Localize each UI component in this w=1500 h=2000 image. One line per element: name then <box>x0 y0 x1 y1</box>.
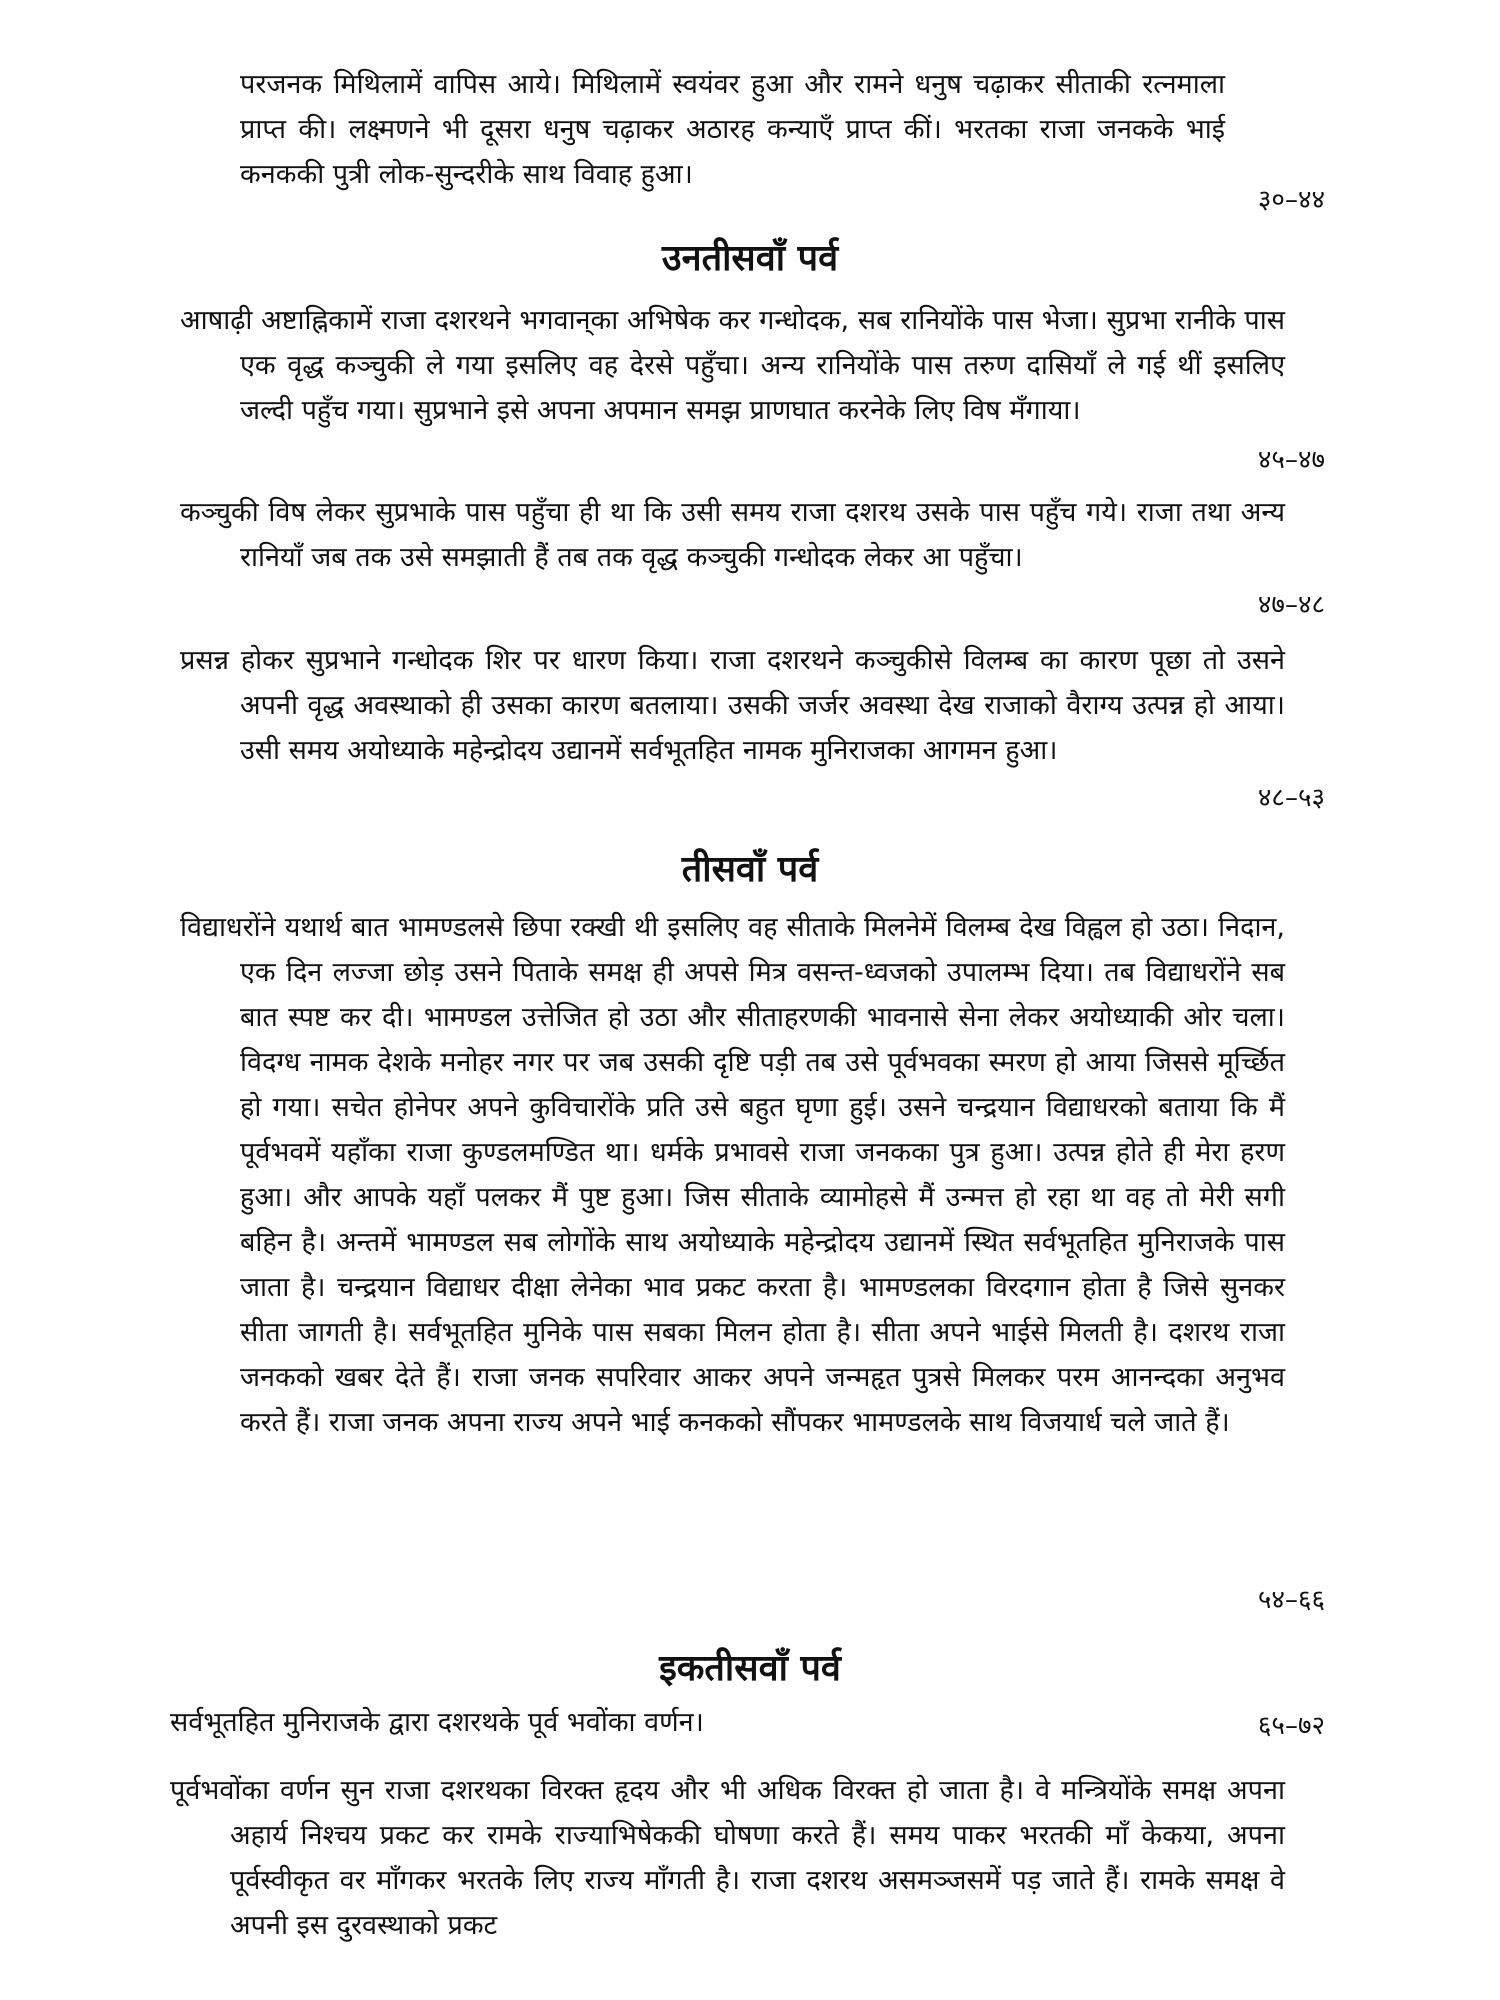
chapter-heading: इकतीसवाँ पर्व <box>659 1648 841 1689</box>
chapter-heading: तीसवाँ पर्व <box>681 849 819 890</box>
verse-range: ३०–४४ <box>1257 185 1325 215</box>
summary-paragraph: पूर्वभवोंका वर्णन सुन राजा दशरथका विरक्त हृदय और भी अधिक विरक्त हो जाता है। वे मन्त्रियोंके समक्ष अपना अहार्य निश्चय प्रकट कर रामके राज्याभिषेककी घोषणा करते हैं। समय पाकर भरतकी माँ केकया, अपना पूर्वस्वीकृत वर माँगकर भरतके लिए राज्य माँगती है। राजा दशरथ असमञ्जसमें पड़ जाते हैं। रामके समक्ष वे अपनी इस दुरवस्थाको प्रकट <box>170 1775 1285 1941</box>
summary-paragraph: प्रसन्न होकर सुप्रभाने गन्धोदक शिर पर धारण किया। राजा दशरथने कञ्चुकीसे विलम्ब का कारण पूछा तो उसने अपनी वृद्ध अवस्थाको ही उसका कारण बतलाया। उसकी जर्जर अवस्था देख राजाको वैराग्य उत्पन्न हो आया। उसी समय अयोध्याके महेन्द्रोदय उद्यानमें सर्वभूतहित नामक मुनिराजका आगमन हुआ। <box>180 645 1285 766</box>
verse-range: ४५–४७ <box>1257 445 1325 475</box>
summary-paragraph: कञ्चुकी विष लेकर सुप्रभाके पास पहुँचा ही था कि उसी समय राजा दशरथ उसके पास पहुँच गये। राजा तथा अन्य रानियाँ जब तक उसे समझाती हैं तब तक वृद्ध कञ्चुकी गन्धोदक लेकर आ पहुँचा। <box>180 497 1285 573</box>
summary-paragraph: विद्याधरोंने यथार्थ बात भामण्डलसे छिपा रक्खी थी इसलिए वह सीताके मिलनेमें विलम्ब देख विह्वल हो उठा। निदान, एक दिन लज्जा छोड़ उसने पिताके समक्ष ही अपसे मित्र वसन्त-ध्वजको उपालम्भ दिया। तब विद्याधरोंने सब बात स्पष्ट कर दी। भामण्डल उत्तेजित हो उठा और सीताहरणकी भावनासे सेना लेकर अयोध्याकी ओर चला। विदग्ध नामक देशके मनोहर नगर पर जब उसकी दृष्टि पड़ी तब उसे पूर्वभवका स्मरण हो आया जिससे मूर्च्छित हो गया। सचेत होनेपर अपने कुविचारोंके प्रति उसे बहुत घृणा हुई। उसने चन्द्रयान विद्याधरको बताया कि मैं पूर्वभवमें यहाँका राजा कुण्डलमण्डित था। धर्मके प्रभावसे राजा जनकका पुत्र हुआ। उत्पन्न होते ही मेरा हरण हुआ। और आपके यहाँ पलकर मैं पुष्ट हुआ। जिस सीताके व्यामोहसे मैं उन्मत्त हो रहा था वह तो मेरी सगी बहिन है। अन्तमें भामण्डल सब लोगोंके साथ अयोध्याके महेन्द्रोदय उद्यानमें स्थित सर्वभूतहित मुनिराजके पास जाता है। चन्द्रयान विद्याधर दीक्षा लेनेका भाव प्रकट करता है। भामण्डलका विरदगान होता है जिसे सुनकर सीता जागती है। सर्वभूतहित मुनिके पास सबका मिलन होता है। सीता अपने भाईसे मिलती है। दशरथ राजा जनकको खबर देते हैं। राजा जनक सपरिवार आकर अपने जन्महृत पुत्रसे मिलकर परम आनन्दका अनुभव करते हैं। राजा जनक अपना राज्य अपने भाई कनकको सौंपकर भामण्डलके साथ विजयार्ध चले जाते हैं। <box>180 912 1285 1438</box>
verse-range: ५४–६६ <box>1257 1585 1325 1615</box>
summary-paragraph: आषाढ़ी अष्टाह्निकामें राजा दशरथने भगवान्‌का अभिषेक कर गन्धोदक, सब रानियोंके पास भेजा। सुप्रभा रानीके पास एक वृद्ध कञ्चुकी ले गया इसलिए वह देरसे पहुँचा। अन्य रानियोंके पास तरुण दासियाँ ले गई थीं इसलिए जल्दी पहुँच गया। सुप्रभाने इसे अपना अपमान समझ प्राणघात करनेके लिए विष मँगाया। <box>180 305 1285 426</box>
summary-paragraph: सर्वभूतहित मुनिराजके द्वारा दशरथके पूर्व भवोंका वर्णन। <box>170 1707 704 1738</box>
verse-range: ४७–४८ <box>1257 590 1325 620</box>
verse-range: ६५–७२ <box>1257 1711 1325 1741</box>
verse-range: ४८–५३ <box>1257 783 1325 813</box>
chapter-heading: उनतीसवाँ पर्व <box>661 238 839 279</box>
summary-paragraph: परजनक मिथिलामें वापिस आये। मिथिलामें स्वयंवर हुआ और रामने धनुष चढ़ाकर सीताकी रत्नमाला प्राप्त की। लक्ष्मणने भी दूसरा धनुष चढ़ाकर अठारह कन्याएँ प्राप्त कीं। भरतका राजा जनकके भाई कनककी पुत्री लोक-सुन्दरीके साथ विवाह हुआ। <box>240 69 1225 190</box>
